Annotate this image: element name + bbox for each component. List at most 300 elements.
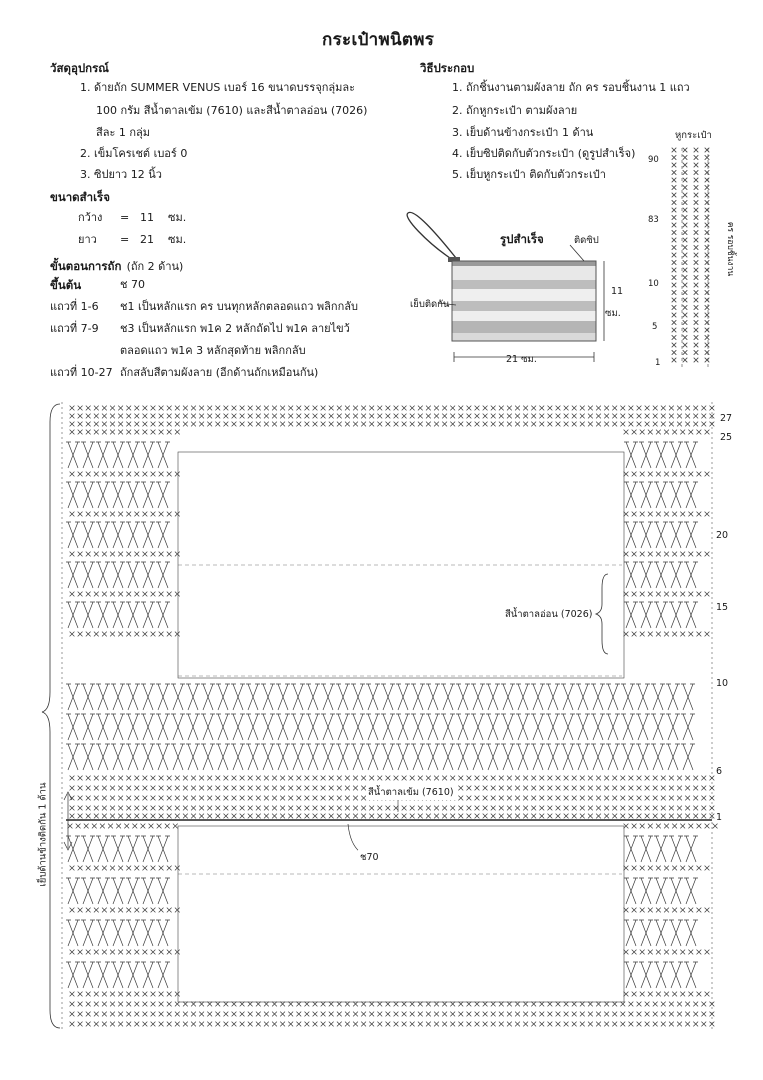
stitch-crossed-pair bbox=[396, 684, 410, 710]
stitch-x bbox=[134, 786, 139, 791]
stitch-x bbox=[705, 230, 710, 235]
stitch-x bbox=[143, 414, 148, 419]
zipper-label: ติดซิป bbox=[574, 235, 599, 246]
stitch-x bbox=[248, 422, 253, 427]
stitch-crossed-pair bbox=[654, 602, 668, 628]
stitch-x bbox=[264, 406, 269, 411]
stitch-x bbox=[232, 414, 237, 419]
stitch-x bbox=[705, 343, 710, 348]
stitch-x bbox=[637, 406, 642, 411]
stitch-x bbox=[539, 422, 544, 427]
stitch-x bbox=[426, 1022, 431, 1027]
stitch-crossed-pair bbox=[111, 920, 125, 946]
rows-10-27-label: แถวที่ 10-27 bbox=[50, 366, 113, 379]
stitch-x bbox=[337, 776, 342, 781]
stitch-x bbox=[232, 806, 237, 811]
stitch-x bbox=[394, 422, 399, 427]
stitch-x bbox=[710, 776, 715, 781]
stitch-x bbox=[523, 786, 528, 791]
stitch-crossed-pair bbox=[81, 878, 95, 904]
stitch-crossed-pair bbox=[561, 714, 575, 740]
stitch-x bbox=[669, 1002, 674, 1007]
stitch-x bbox=[620, 422, 625, 427]
stitch-x bbox=[280, 1022, 285, 1027]
stitch-crossed-pair bbox=[96, 920, 110, 946]
stitch-x bbox=[685, 414, 690, 419]
stitch-x bbox=[361, 406, 366, 411]
stitch-x bbox=[240, 1022, 245, 1027]
stitch-x bbox=[604, 806, 609, 811]
stitch-x bbox=[110, 796, 115, 801]
stitch-x bbox=[377, 806, 382, 811]
stitch-x bbox=[418, 414, 423, 419]
stitch-x bbox=[165, 824, 170, 829]
stitch-x bbox=[442, 814, 447, 819]
stitch-x bbox=[523, 414, 528, 419]
stitch-x bbox=[680, 430, 685, 435]
stitch-x bbox=[426, 1002, 431, 1007]
stitch-x bbox=[705, 245, 710, 250]
stitch-x bbox=[70, 908, 75, 913]
stitch-x bbox=[410, 1012, 415, 1017]
stitch-x bbox=[240, 786, 245, 791]
stitch-x bbox=[701, 1012, 706, 1017]
stitch-x bbox=[418, 406, 423, 411]
stitch-x bbox=[624, 908, 629, 913]
stitch-x bbox=[648, 908, 653, 913]
stitch-x bbox=[596, 776, 601, 781]
stitch-x bbox=[410, 414, 415, 419]
stitch-crossed-pair bbox=[426, 684, 440, 710]
stitch-crossed-pair bbox=[576, 744, 590, 770]
stitch-x bbox=[624, 632, 629, 637]
stitch-x bbox=[126, 776, 131, 781]
stitch-x bbox=[143, 472, 148, 477]
stitch-x bbox=[697, 824, 702, 829]
stitch-x bbox=[705, 950, 710, 955]
stitch-x bbox=[94, 866, 99, 871]
stitch-x bbox=[377, 814, 382, 819]
stitch-x bbox=[672, 170, 677, 175]
stitch-x bbox=[151, 1022, 156, 1027]
stitch-x bbox=[694, 230, 699, 235]
stitch-crossed-pair bbox=[66, 562, 80, 588]
stitch-x bbox=[329, 1012, 334, 1017]
stitch-x bbox=[442, 1022, 447, 1027]
stitch-crossed-pair bbox=[501, 714, 515, 740]
stitch-x bbox=[664, 632, 669, 637]
stitch-x bbox=[167, 406, 172, 411]
stitch-x bbox=[151, 806, 156, 811]
stitch-x bbox=[701, 406, 706, 411]
stitch-x bbox=[467, 1012, 472, 1017]
stitch-x bbox=[70, 1012, 75, 1017]
stitch-x bbox=[672, 178, 677, 183]
stitch-x bbox=[685, 1002, 690, 1007]
stitch-x bbox=[110, 776, 115, 781]
stitch-x bbox=[126, 430, 131, 435]
stitch-x bbox=[661, 422, 666, 427]
stitch-x bbox=[705, 253, 710, 258]
stitch-x bbox=[410, 422, 415, 427]
stitch-x bbox=[694, 253, 699, 258]
stitch-x bbox=[661, 1022, 666, 1027]
stitch-x bbox=[564, 406, 569, 411]
stitch-x bbox=[215, 814, 220, 819]
stitch-x bbox=[475, 1002, 480, 1007]
stitch-x bbox=[677, 776, 682, 781]
stitch-x bbox=[296, 422, 301, 427]
stitch-x bbox=[693, 776, 698, 781]
stitch-x bbox=[677, 796, 682, 801]
stitch-x bbox=[515, 796, 520, 801]
stitch-x bbox=[434, 1002, 439, 1007]
stitch-x bbox=[669, 414, 674, 419]
stitch-x bbox=[515, 776, 520, 781]
stitch-x bbox=[329, 776, 334, 781]
stitch-x bbox=[491, 406, 496, 411]
stitch-x bbox=[94, 1002, 99, 1007]
stitch-crossed-pair bbox=[576, 714, 590, 740]
stitch-x bbox=[507, 414, 512, 419]
stitch-x bbox=[640, 430, 645, 435]
stitch-x bbox=[693, 422, 698, 427]
stitch-x bbox=[321, 776, 326, 781]
stitch-x bbox=[580, 786, 585, 791]
stitch-crossed-pair bbox=[96, 714, 110, 740]
stitch-x bbox=[475, 414, 480, 419]
stitch-x bbox=[305, 1002, 310, 1007]
stitch-x bbox=[620, 786, 625, 791]
stitch-x bbox=[240, 806, 245, 811]
stitch-x bbox=[572, 796, 577, 801]
stitch-x bbox=[151, 552, 156, 557]
stitch-x bbox=[207, 1002, 212, 1007]
stitch-crossed-pair bbox=[81, 920, 95, 946]
stitch-x bbox=[588, 796, 593, 801]
stitch-x bbox=[629, 786, 634, 791]
assembly-heading: วิธีประกอบ bbox=[420, 61, 475, 75]
stitch-x bbox=[345, 814, 350, 819]
stitch-x bbox=[685, 406, 690, 411]
stitch-x bbox=[499, 406, 504, 411]
stitch-x bbox=[697, 552, 702, 557]
stitch-x bbox=[110, 552, 115, 557]
stitch-x bbox=[272, 1012, 277, 1017]
stitch-x bbox=[110, 592, 115, 597]
stitch-x bbox=[118, 414, 123, 419]
stitch-x bbox=[264, 1012, 269, 1017]
stitch-crossed-pair bbox=[96, 482, 110, 508]
stitch-x bbox=[701, 796, 706, 801]
handle-row-90: 90 bbox=[648, 155, 659, 165]
stitch-x bbox=[531, 806, 536, 811]
stitch-x bbox=[467, 1002, 472, 1007]
stitch-crossed-pair bbox=[516, 714, 530, 740]
stitch-crossed-pair bbox=[576, 684, 590, 710]
stitch-x bbox=[143, 406, 148, 411]
stitch-x bbox=[329, 796, 334, 801]
stitch-x bbox=[151, 430, 156, 435]
stitch-x bbox=[321, 406, 326, 411]
stitch-x bbox=[151, 908, 156, 913]
stitch-x bbox=[110, 472, 115, 477]
stitch-x bbox=[640, 866, 645, 871]
stitch-crossed-pair bbox=[111, 744, 125, 770]
stitch-x bbox=[288, 422, 293, 427]
stitch-crossed-pair bbox=[351, 744, 365, 770]
stitch-crossed-pair bbox=[591, 744, 605, 770]
stitch-x bbox=[110, 406, 115, 411]
stitch-x bbox=[683, 335, 688, 340]
stitch-x bbox=[175, 406, 180, 411]
stitch-x bbox=[705, 260, 710, 265]
stitch-crossed-pair bbox=[141, 442, 155, 468]
stitch-crossed-pair bbox=[669, 562, 683, 588]
stitch-x bbox=[664, 866, 669, 871]
stitch-x bbox=[280, 1002, 285, 1007]
stitch-crossed-pair bbox=[201, 714, 215, 740]
stitch-x bbox=[126, 406, 131, 411]
stitch-x bbox=[86, 632, 91, 637]
stitch-crossed-pair bbox=[81, 482, 95, 508]
stitch-crossed-pair bbox=[141, 962, 155, 988]
stitch-x bbox=[377, 414, 382, 419]
stitch-x bbox=[491, 1022, 496, 1027]
stitch-x bbox=[78, 632, 83, 637]
stitch-crossed-pair bbox=[516, 744, 530, 770]
stitch-x bbox=[410, 1002, 415, 1007]
stitch-x bbox=[248, 796, 253, 801]
stitch-crossed-pair bbox=[126, 522, 140, 548]
stitch-x bbox=[629, 406, 634, 411]
stitch-x bbox=[693, 414, 698, 419]
stitch-x bbox=[664, 908, 669, 913]
strap-icon bbox=[407, 212, 456, 258]
stitch-x bbox=[386, 1022, 391, 1027]
stitch-x bbox=[345, 806, 350, 811]
stitch-crossed-pair bbox=[81, 962, 95, 988]
stitch-x bbox=[78, 430, 83, 435]
stitch-x bbox=[345, 796, 350, 801]
stitch-x bbox=[224, 776, 229, 781]
stitch-x bbox=[337, 1002, 342, 1007]
stitch-x bbox=[612, 406, 617, 411]
stitch-x bbox=[507, 1022, 512, 1027]
stitch-x bbox=[677, 422, 682, 427]
stitch-x bbox=[199, 1022, 204, 1027]
stitch-x bbox=[694, 193, 699, 198]
stitch-x bbox=[167, 786, 172, 791]
stitch-x bbox=[653, 422, 658, 427]
stitch-x bbox=[272, 776, 277, 781]
stitch-x bbox=[539, 1022, 544, 1027]
stitch-x bbox=[475, 422, 480, 427]
stitch-x bbox=[629, 776, 634, 781]
size-width-value: 11 bbox=[140, 211, 154, 224]
stitch-x bbox=[337, 814, 342, 819]
procedure-heading: ขั้นตอนการถัก bbox=[50, 259, 122, 273]
stitch-x bbox=[705, 155, 710, 160]
stitch-x bbox=[394, 776, 399, 781]
stitch-crossed-pair bbox=[126, 562, 140, 588]
stitch-x bbox=[434, 776, 439, 781]
stitch-x bbox=[637, 1022, 642, 1027]
stitch-x bbox=[126, 866, 131, 871]
stitch-x bbox=[313, 814, 318, 819]
stitch-x bbox=[442, 1002, 447, 1007]
stitch-x bbox=[701, 422, 706, 427]
stitch-x bbox=[313, 776, 318, 781]
stitch-crossed-pair bbox=[276, 714, 290, 740]
stitch-x bbox=[624, 950, 629, 955]
stitch-x bbox=[134, 866, 139, 871]
stitch-x bbox=[215, 422, 220, 427]
stitch-x bbox=[701, 806, 706, 811]
stitch-x bbox=[329, 1022, 334, 1027]
stitch-crossed-pair bbox=[486, 684, 500, 710]
stitch-x bbox=[78, 1022, 83, 1027]
stitch-x bbox=[669, 796, 674, 801]
stitch-x bbox=[705, 283, 710, 288]
stitch-x bbox=[632, 824, 637, 829]
stitch-x bbox=[264, 814, 269, 819]
stitch-x bbox=[159, 472, 164, 477]
stitch-x bbox=[70, 552, 75, 557]
stitch-x bbox=[701, 414, 706, 419]
stitch-x bbox=[143, 430, 148, 435]
stitch-x bbox=[458, 1002, 463, 1007]
stitch-x bbox=[296, 776, 301, 781]
stitch-x bbox=[280, 786, 285, 791]
stitch-x bbox=[683, 155, 688, 160]
stitch-x bbox=[661, 414, 666, 419]
stitch-x bbox=[604, 786, 609, 791]
stitch-x bbox=[207, 422, 212, 427]
stitch-x bbox=[434, 422, 439, 427]
stitch-x bbox=[94, 908, 99, 913]
stitch-x bbox=[248, 786, 253, 791]
stitch-crossed-pair bbox=[639, 522, 653, 548]
stitch-x bbox=[656, 992, 661, 997]
stitch-crossed-pair bbox=[66, 482, 80, 508]
stitch-x bbox=[588, 806, 593, 811]
stitch-x bbox=[693, 1012, 698, 1017]
stitch-x bbox=[672, 632, 677, 637]
stitch-x bbox=[151, 776, 156, 781]
stitch-crossed-pair bbox=[621, 744, 635, 770]
stitch-crossed-pair bbox=[546, 684, 560, 710]
stitch-x bbox=[539, 414, 544, 419]
stitch-crossed-pair bbox=[111, 714, 125, 740]
stitch-x bbox=[515, 814, 520, 819]
stitch-x bbox=[86, 786, 91, 791]
stitch-x bbox=[688, 512, 693, 517]
stitch-x bbox=[640, 908, 645, 913]
stitch-x bbox=[656, 430, 661, 435]
stitch-x bbox=[149, 824, 154, 829]
stitch-x bbox=[672, 208, 677, 213]
stitch-x bbox=[94, 552, 99, 557]
stitch-x bbox=[697, 512, 702, 517]
stitch-x bbox=[572, 806, 577, 811]
stitch-x bbox=[648, 552, 653, 557]
stitch-x bbox=[669, 814, 674, 819]
stitch-x bbox=[272, 786, 277, 791]
stitch-x bbox=[199, 406, 204, 411]
stitch-x bbox=[215, 776, 220, 781]
stitch-x bbox=[248, 414, 253, 419]
stitch-x bbox=[402, 806, 407, 811]
stitch-x bbox=[483, 776, 488, 781]
stitch-x bbox=[645, 1012, 650, 1017]
stitch-x bbox=[305, 1012, 310, 1017]
stitch-x bbox=[102, 1002, 107, 1007]
stitch-x bbox=[321, 796, 326, 801]
stitch-x bbox=[710, 796, 715, 801]
stitch-x bbox=[450, 814, 455, 819]
stitch-x bbox=[248, 1002, 253, 1007]
stitch-x bbox=[669, 1022, 674, 1027]
stitch-x bbox=[539, 806, 544, 811]
stitch-x bbox=[175, 814, 180, 819]
stitch-x bbox=[701, 814, 706, 819]
stitch-x bbox=[134, 414, 139, 419]
stitch-x bbox=[199, 786, 204, 791]
stitch-x bbox=[693, 796, 698, 801]
stitch-x bbox=[697, 992, 702, 997]
stitch-x bbox=[669, 806, 674, 811]
stitch-x bbox=[232, 1012, 237, 1017]
stitch-x bbox=[345, 1022, 350, 1027]
stitch-x bbox=[499, 814, 504, 819]
stitch-x bbox=[694, 245, 699, 250]
stitch-x bbox=[548, 1022, 553, 1027]
stitch-x bbox=[697, 950, 702, 955]
stitch-x bbox=[426, 1012, 431, 1017]
stitch-x bbox=[705, 350, 710, 355]
stitch-x bbox=[288, 1012, 293, 1017]
stitch-x bbox=[705, 328, 710, 333]
stitch-x bbox=[701, 776, 706, 781]
stitch-crossed-pair bbox=[624, 920, 638, 946]
stitch-x bbox=[232, 406, 237, 411]
stitch-x bbox=[100, 824, 105, 829]
handle-stitch-grid bbox=[672, 148, 710, 363]
stitch-x bbox=[191, 776, 196, 781]
stitch-crossed-pair bbox=[231, 744, 245, 770]
stitch-x bbox=[313, 1002, 318, 1007]
stitch-x bbox=[458, 814, 463, 819]
stitch-x bbox=[151, 512, 156, 517]
stitch-x bbox=[280, 806, 285, 811]
stitch-crossed-pair bbox=[501, 744, 515, 770]
stitch-x bbox=[683, 283, 688, 288]
stitch-x bbox=[604, 1002, 609, 1007]
stitch-x bbox=[588, 776, 593, 781]
stitch-x bbox=[556, 786, 561, 791]
stitch-x bbox=[705, 185, 710, 190]
stitch-x bbox=[118, 796, 123, 801]
stitch-crossed-pair bbox=[261, 744, 275, 770]
stitch-crossed-pair bbox=[111, 562, 125, 588]
stitch-x bbox=[361, 1002, 366, 1007]
stitch-x bbox=[126, 814, 131, 819]
stitch-x bbox=[624, 592, 629, 597]
stitch-x bbox=[572, 786, 577, 791]
stitch-x bbox=[94, 512, 99, 517]
stitch-x bbox=[580, 776, 585, 781]
